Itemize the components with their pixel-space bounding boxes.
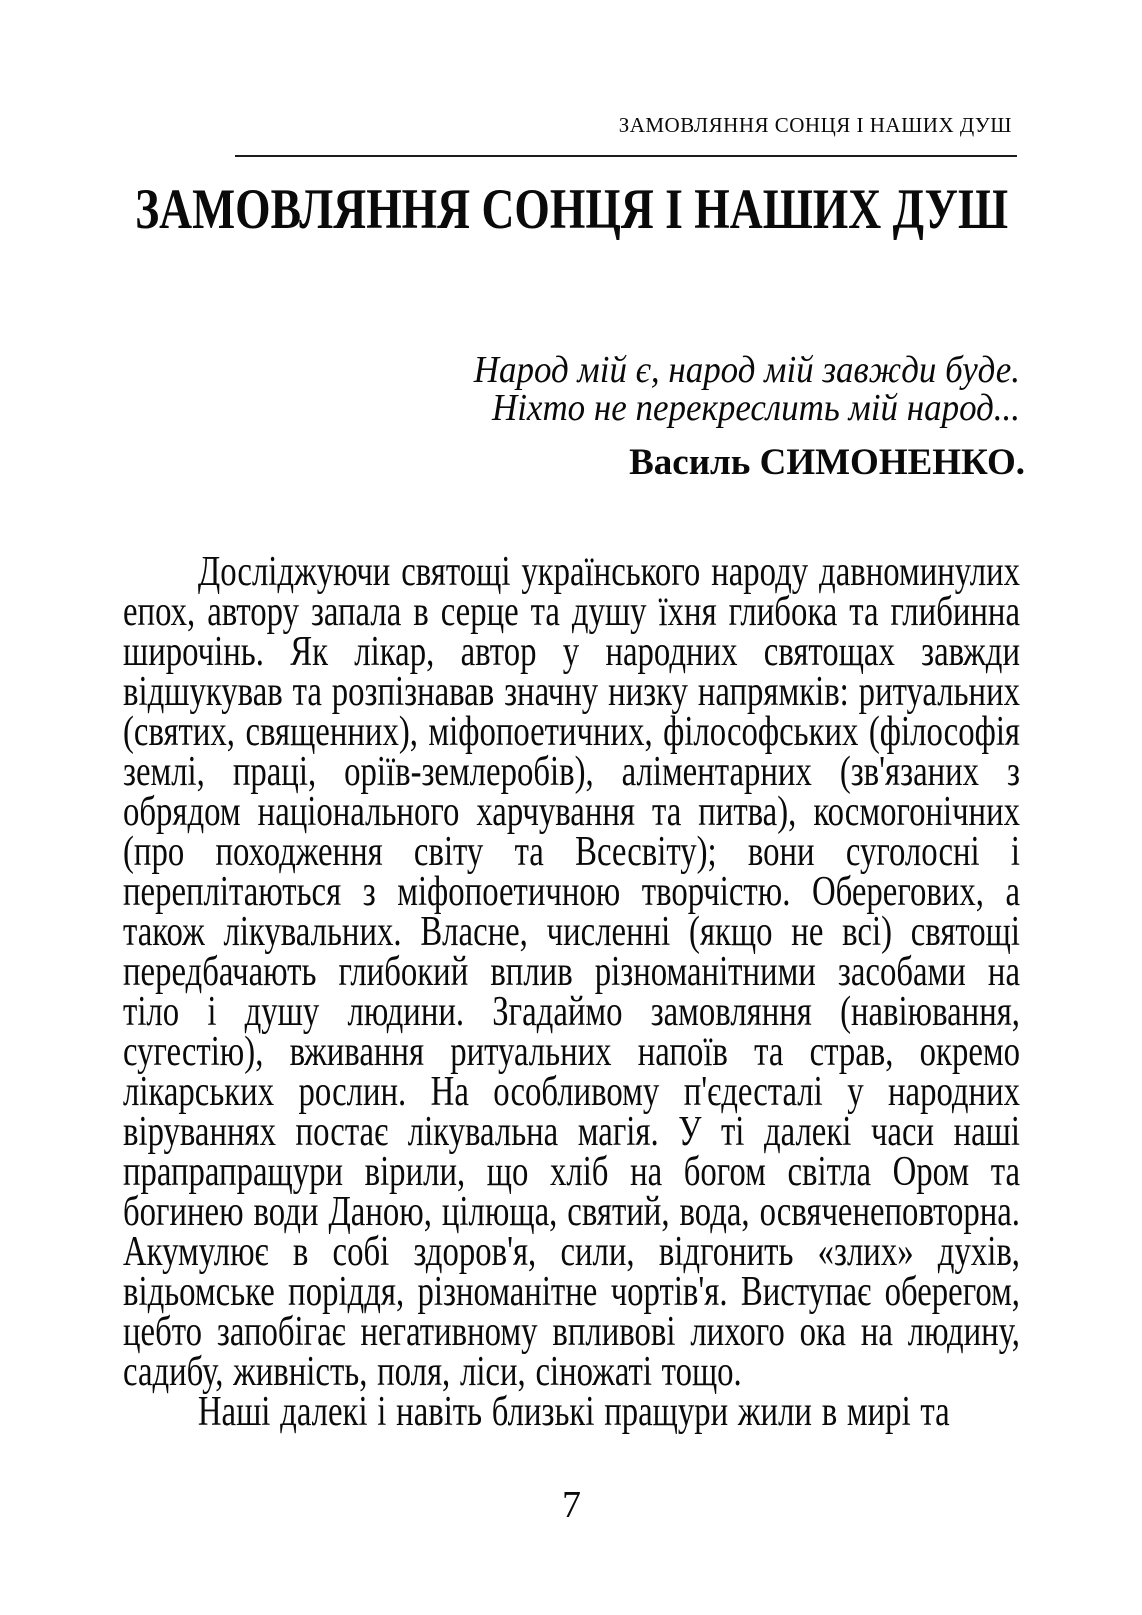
epigraph-attribution: Василь СИМОНЕНКО.: [629, 442, 1025, 483]
body-text: [123, 549, 1020, 1435]
page-number: 7: [562, 1484, 581, 1526]
header-rule: [235, 155, 1017, 157]
epigraph-line-2: Ніхто не перекреслить мій народ...: [491, 387, 1020, 429]
body-paragraph-2: Наші далекі і навіть близькі пращури жили в мирі та: [197, 1389, 950, 1435]
running-header: ЗАМОВЛЯННЯ СОНЦЯ І НАШИХ ДУШ: [618, 113, 1012, 137]
page-title: ЗАМОВЛЯННЯ СОНЦЯ І НАШИХ ДУШ: [135, 178, 1008, 241]
page-title-wrap: [123, 176, 1020, 244]
epigraph-line-1: Народ мій є, народ мій завжди буде.: [473, 349, 1020, 391]
epigraph: [123, 351, 1020, 427]
body-paragraph-1: Досліджуючи святощі українського народу давноминулих епох, автору запала в серце та душу їхня глибока та глибинна широчінь. Як лікар, автор у народних святощах завжди відшукував та розпізнавав значну низку напрямків: ритуальних (святих, священних), міфопоетичних, філософських (філософія землі, праці, оріїв-землеробів), аліментарних (зв'язаних з обрядом національного харчування та питва), космогонічних (про походження світу та Всесвіту); вони суголосні і переплітаються з міфопоетичною творчістю. Оберегових, а також лікувальних. Власне, численні (якщо не всі) святощі передбачають глибокий вплив різноманітними засобами на тіло і душу людини. Згадаймо замовляння (навіювання, сугестію), вживання ритуальних напоїв та страв, окремо лікарських рослин. На особливому п'єдесталі у народних віруваннях постає лікувальна магія. У ті далекі часи наші прапрапращури вірили, що хліб на богом світла Ором та богинею води Даною, цілюща, святий, вода, освяченеповторна. Акумулює в собі здоров'я, сили, відгонить «злих» духів, відьомське поріддя, різноманітне чортів'я. Виступає оберегом, цебто запобігає негативному впливові лихого ока на людину, садибу, живність, поля, ліси, сіножаті тощо.: [123, 549, 1020, 1395]
